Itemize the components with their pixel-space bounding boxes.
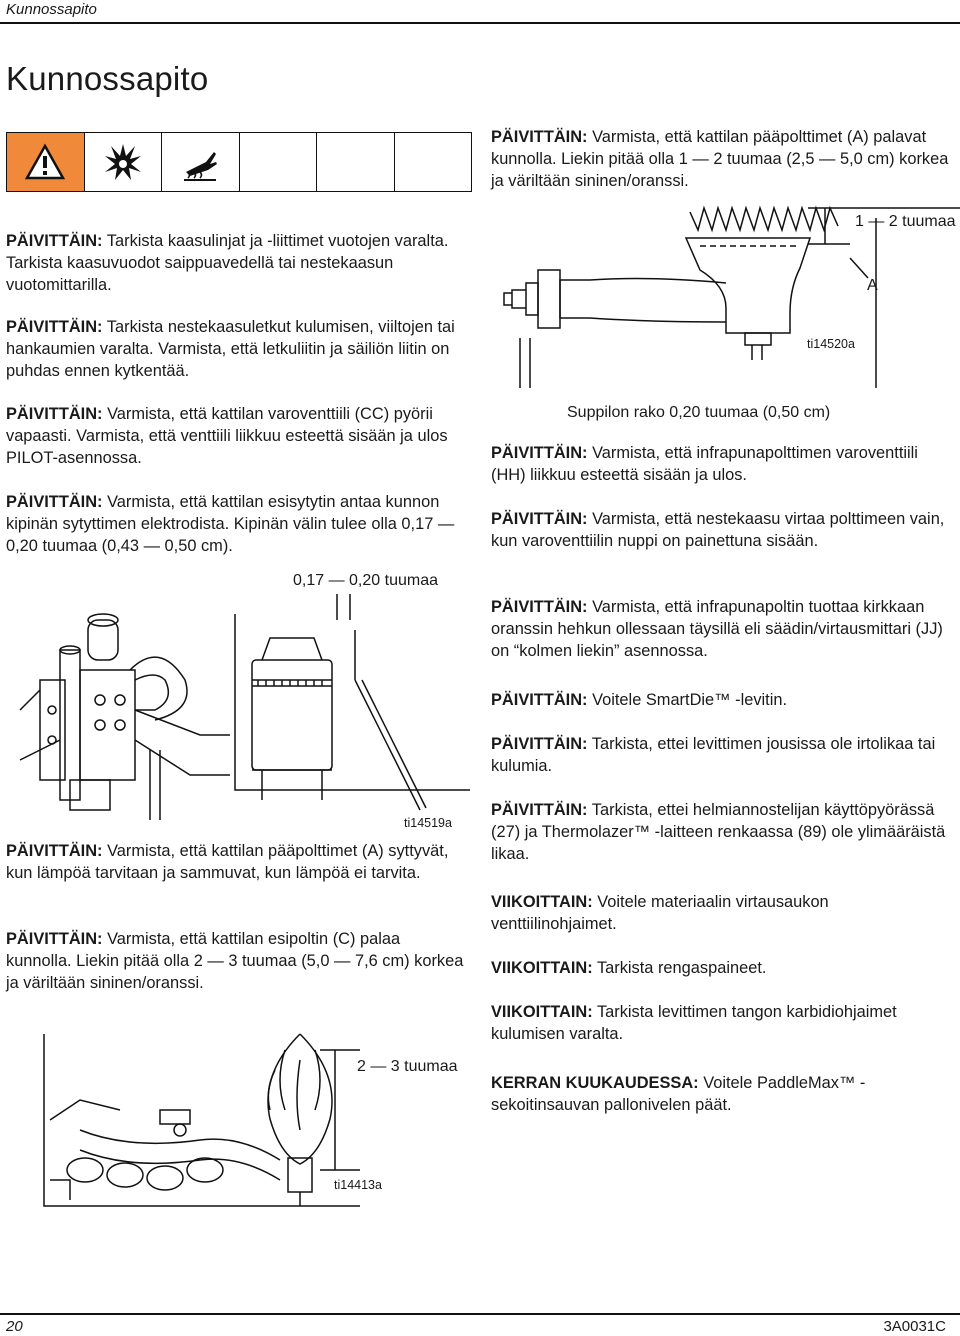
frequency-label: PÄIVITTÄIN:	[6, 930, 103, 948]
maintenance-item	[491, 1072, 951, 1116]
section-header: Kunnossapito	[6, 1, 97, 18]
maintenance-item	[491, 596, 951, 662]
maintenance-item	[491, 1001, 951, 1045]
item-text: Varmista, että nestekaasu virtaa polttimeen vain, kun varoventtiilin nuppi on painettuna sisään.	[491, 510, 945, 550]
burner-callout-a: A	[867, 277, 878, 294]
maintenance-item	[491, 733, 951, 777]
funnel-gap-caption: Suppilon rako 0,20 tuumaa (0,50 cm)	[567, 404, 831, 421]
main-burner-illustration	[490, 198, 960, 393]
frequency-label: PÄIVITTÄIN:	[491, 801, 588, 819]
item-text: Tarkista rengaspaineet.	[596, 959, 767, 977]
frequency-label: PÄIVITTÄIN:	[491, 510, 588, 528]
item-text: Tarkista levittimen tangon karbidiohjaimet kulumisen varalta.	[491, 1003, 897, 1043]
frequency-label: PÄIVITTÄIN:	[6, 318, 103, 336]
figure-id: ti14413a	[334, 1178, 382, 1192]
frequency-label: VIIKOITTAIN:	[491, 1003, 593, 1021]
page-number: 20	[6, 1318, 23, 1335]
maintenance-item	[491, 442, 951, 486]
item-text: Varmista, että kattilan esisytytin antaa kunnon kipinän sytyttimen elektrodista. Kipinän välin tulee olla 0,17 — 0,20 tuumaa (0,43 — 0,50 cm).	[6, 493, 455, 555]
frequency-label: PÄIVITTÄIN:	[491, 691, 588, 709]
hot-surface-hand-icon	[180, 142, 220, 182]
maintenance-item	[491, 891, 951, 935]
figure-id: ti14520a	[807, 337, 855, 351]
item-text: Tarkista kaasulinjat ja -liittimet vuotojen varalta. Tarkista kaasuvuodot saippuavedellä tai nestekaasun vuotomittarilla.	[6, 232, 449, 294]
maintenance-item	[6, 840, 466, 884]
warning-symbols-table	[6, 132, 472, 192]
empty-cell	[317, 133, 395, 191]
frequency-label: PÄIVITTÄIN:	[6, 493, 103, 511]
empty-cell	[395, 133, 472, 191]
frequency-label: PÄIVITTÄIN:	[6, 405, 103, 423]
maintenance-item	[6, 316, 466, 382]
maintenance-item	[491, 126, 951, 192]
footer-rule	[0, 1313, 960, 1315]
frequency-label: VIIKOITTAIN:	[491, 893, 593, 911]
maintenance-item	[491, 799, 951, 865]
explosion-icon	[103, 142, 143, 182]
item-text: Varmista, että kattilan varoventtiili (CC) pyörii vapaasti. Varmista, että venttiili liikkuu esteettä sisään ja ulos PILOT-asennossa.	[6, 405, 448, 467]
frequency-label: PÄIVITTÄIN:	[491, 444, 588, 462]
igniter-illustration	[0, 590, 470, 830]
explosion-hazard-cell	[85, 133, 163, 191]
maintenance-item	[6, 403, 466, 469]
header-rule	[0, 22, 960, 24]
item-text: Tarkista, ettei helmiannostelijan käyttöpyörässä (27) ja Thermolazer™ -laitteen renkaassa (89) ole ylimääräistä likaa.	[491, 801, 946, 863]
maintenance-item	[491, 508, 951, 552]
frequency-label: VIIKOITTAIN:	[491, 959, 593, 977]
maintenance-item	[491, 957, 951, 979]
empty-cell	[240, 133, 318, 191]
hot-surface-cell	[162, 133, 240, 191]
item-text: Varmista, että infrapunapoltin tuottaa kirkkaan oranssin hehkun ollessaan täysillä eli säädin/virtausmittari (JJ) on “kolmen liekin” asennossa.	[491, 598, 943, 660]
frequency-label: PÄIVITTÄIN:	[6, 842, 103, 860]
maintenance-item	[491, 689, 951, 711]
item-text: Varmista, että kattilan esipoltin (C) palaa kunnolla. Liekin pitää olla 2 — 3 tuumaa (5,0 — 7,6 cm) korkea ja väriltään sininen/oranssi.	[6, 930, 464, 992]
maintenance-item	[6, 928, 466, 994]
item-text: Voitele PaddleMax™ -sekoitinsauvan pallonivelen päät.	[491, 1074, 866, 1114]
item-text: Varmista, että kattilan pääpolttimet (A) palavat kunnolla. Liekin pitää olla 1 — 2 tuumaa (2,5 — 5,0 cm) korkea ja väriltään sininen/oranssi.	[491, 128, 949, 190]
pilot-flame-height-label: 2 — 3 tuumaa	[357, 1058, 458, 1075]
spark-gap-label: 0,17 — 0,20 tuumaa	[293, 572, 438, 589]
frequency-label: PÄIVITTÄIN:	[491, 598, 588, 616]
frequency-label: PÄIVITTÄIN:	[491, 128, 588, 146]
frequency-label: KERRAN KUUKAUDESSA:	[491, 1074, 699, 1092]
main-flame-height-label: 1 — 2 tuumaa	[855, 213, 956, 230]
item-text: Varmista, että kattilan pääpolttimet (A) syttyvät, kun lämpöä tarvitaan ja sammuvat, kun lämpöä ei tarvita.	[6, 842, 449, 882]
maintenance-item	[6, 491, 466, 557]
item-text: Tarkista, ettei levittimen jousissa ole irtolikaa tai kulumia.	[491, 735, 936, 775]
item-text: Tarkista nestekaasuletkut kulumisen, viiltojen tai hankaumien varalta. Varmista, että letkuliitin ja säiliön liitin on puhdas ennen kytkentää.	[6, 318, 455, 380]
item-text: Voitele materiaalin virtausaukon venttiilinohjaimet.	[491, 893, 829, 933]
frequency-label: PÄIVITTÄIN:	[6, 232, 103, 250]
page-title: Kunnossapito	[6, 60, 209, 97]
warning-triangle-cell	[7, 133, 85, 191]
warning-triangle-icon	[25, 144, 65, 180]
item-text: Voitele SmartDie™ -levitin.	[592, 691, 788, 709]
maintenance-item	[6, 230, 466, 296]
document-code: 3A0031C	[883, 1318, 946, 1335]
figure-id: ti14519a	[404, 816, 452, 830]
item-text: Varmista, että infrapunapolttimen varoventtiili (HH) liikkuu esteettä sisään ja ulos.	[491, 444, 918, 484]
pilot-flame-illustration	[40, 1020, 360, 1210]
frequency-label: PÄIVITTÄIN:	[491, 735, 588, 753]
